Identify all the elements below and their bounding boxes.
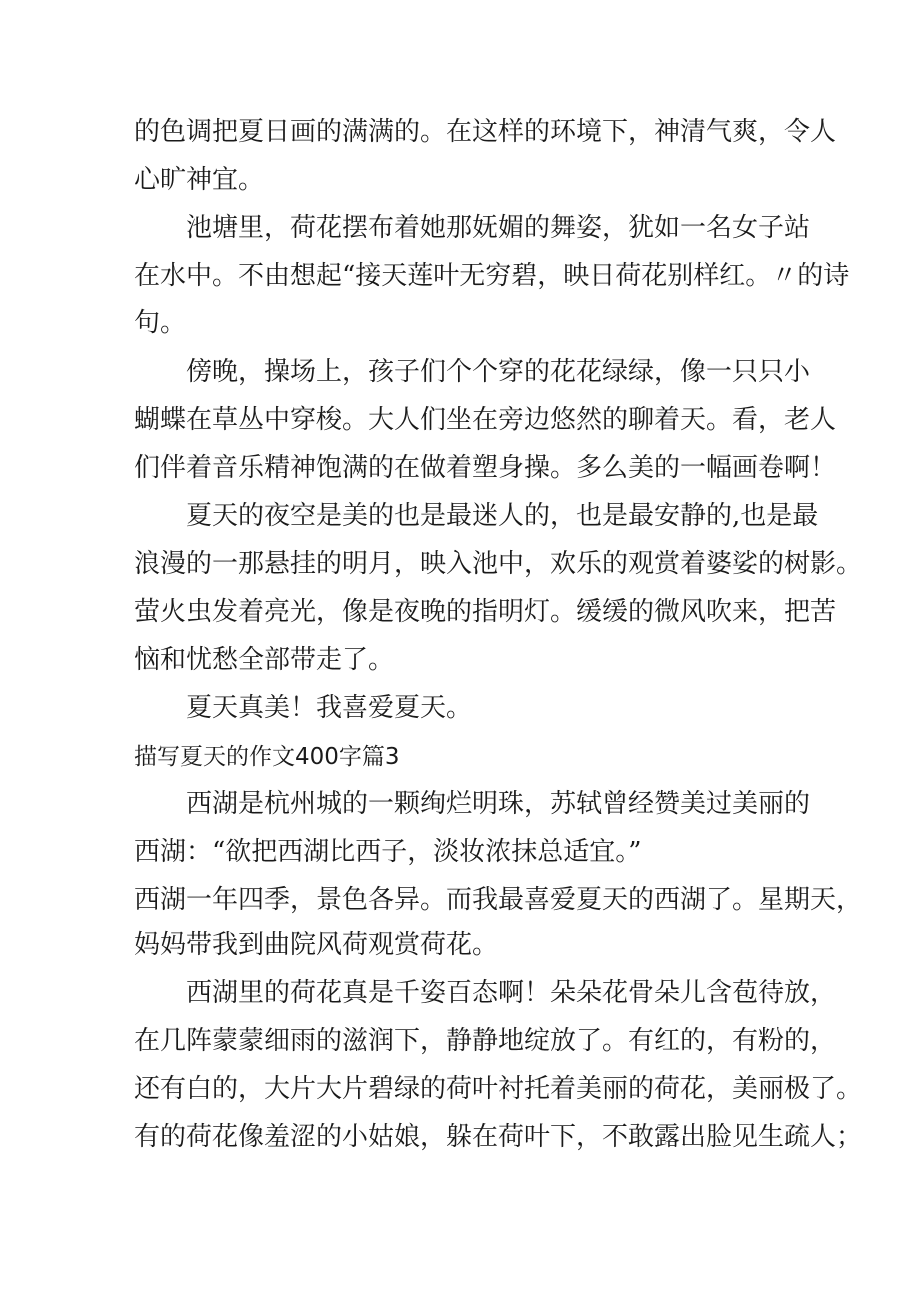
text-line: 的色调把夏日画的满满的。在这样的环境下，神清气爽，令人 [134, 117, 837, 147]
paragraph-start-line: 夏天的夜空是美的也是最迷人的，也是最安静的,也是最 [186, 501, 819, 531]
text-line: 在水中。不由想起“接天莲叶无穷碧，映日荷花别样红。〃的诗 [134, 261, 850, 291]
text-line: 句。 [134, 308, 187, 338]
section-heading: 描写夏天的作文400字篇3 [134, 744, 400, 770]
text-line: 浪漫的一那悬挂的明月，映入池中，欢乐的观赏着婆娑的树影。 [134, 549, 863, 579]
paragraph-start-line: 傍晚，操场上，孩子们个个穿的花花绿绿，像一只只小 [186, 357, 811, 387]
text-line: 有的荷花像羞涩的小姑娘，躲在荷叶下，不敢露出脸见生疏人； [134, 1122, 863, 1152]
text-line: 蝴蝶在草丛中穿梭。大人们坐在旁边悠然的聊着天。看，老人 [134, 405, 837, 435]
paragraph-start-line: 池塘里，荷花摆布着她那妩媚的舞姿，犹如一名女子站 [186, 213, 811, 243]
paragraph-start-line: 夏天真美！我喜爱夏天。 [186, 693, 473, 723]
text-line: 妈妈带我到曲院风荷观赏荷花。 [134, 930, 499, 960]
text-line: 萤火虫发着亮光，像是夜晚的指明灯。缓缓的微风吹来，把苦 [134, 597, 837, 627]
text-line: 们伴着音乐精神饱满的在做着塑身操。多么美的一幅画卷啊！ [134, 453, 837, 483]
text-line: 心旷神宜。 [134, 165, 265, 195]
paragraph-start-line: 西湖是杭州城的一颗绚烂明珠，苏轼曾经赞美过美丽的 [186, 789, 811, 819]
text-line: 西湖一年四季，景色各异。而我最喜爱夏天的西湖了。星期天， [134, 885, 863, 915]
text-line: 在几阵蒙蒙细雨的滋润下，静静地绽放了。有红的，有粉的， [134, 1026, 837, 1056]
text-line: 西湖：“欲把西湖比西子，淡妆浓抹总适宜。” [134, 837, 642, 867]
paragraph-start-line: 西湖里的荷花真是千姿百态啊！朵朵花骨朵儿含苞待放， [186, 978, 837, 1008]
text-line: 恼和忧愁全部带走了。 [134, 645, 395, 675]
text-line: 还有白的，大片大片碧绿的荷叶衬托着美丽的荷花，美丽极了。 [134, 1074, 863, 1104]
